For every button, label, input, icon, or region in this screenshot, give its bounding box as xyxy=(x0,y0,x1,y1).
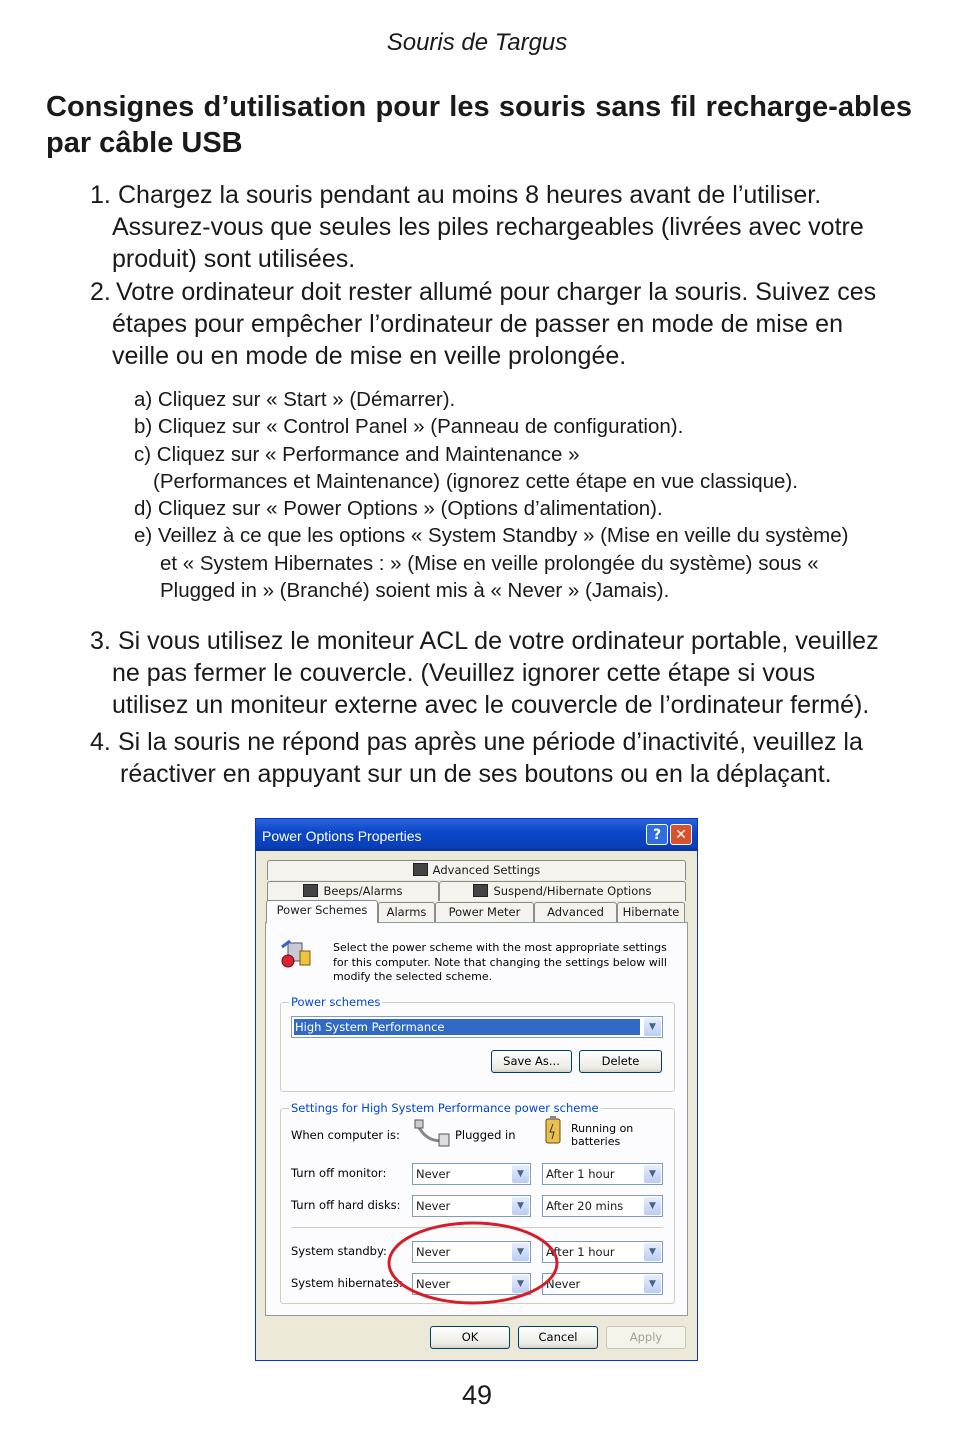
substep-c-line-1: c) Cliquez sur « Performance and Maintenance » xyxy=(134,443,580,466)
plugged-in-label: Plugged in xyxy=(455,1128,516,1142)
step-3-line-2: ne pas fermer le couvercle. (Veuillez ignorer cette étape si vous xyxy=(112,659,816,687)
power-scheme-icon xyxy=(280,937,314,971)
plug-icon xyxy=(413,1118,453,1150)
disks-plugged-select[interactable]: Never ▼ xyxy=(412,1195,531,1217)
step-1-line-2: Assurez-vous que seules les piles rechargeables (livrées avec votre xyxy=(112,213,864,241)
power-scheme-select[interactable] xyxy=(291,1016,663,1038)
substep-c-line-2: (Performances et Maintenance) (ignorez cette étape en vue classique). xyxy=(153,470,798,493)
tab-advanced-settings[interactable]: Advanced Settings xyxy=(267,860,686,880)
highlight-circle xyxy=(384,1219,564,1309)
step-3-line-3: utilisez un moniteur externe avec le couvercle de l’ordinateur fermé). xyxy=(112,691,870,719)
step-4-line-1: Si la souris ne répond pas après une période d’inactivité, veuillez la xyxy=(118,728,863,756)
chevron-down-icon: ▼ xyxy=(644,1018,661,1036)
tab-beeps-alarms[interactable]: Beeps/Alarms xyxy=(267,881,439,901)
help-button[interactable]: ? xyxy=(646,824,668,845)
power-schemes-label: Power schemes xyxy=(291,995,381,1009)
tab-advanced[interactable]: Advanced xyxy=(534,902,617,922)
substep-e-line-2: et « System Hibernates : » (Mise en veille prolongée du système) sous « xyxy=(160,552,819,575)
monitor-battery-select[interactable]: After 1 hour ▼ xyxy=(542,1163,663,1185)
standby-battery-select[interactable]: After 1 hour ▼ xyxy=(542,1241,663,1263)
substep-b: b) Cliquez sur « Control Panel » (Panneau de configuration). xyxy=(134,415,684,438)
chevron-down-icon: ▼ xyxy=(512,1197,529,1215)
chevron-down-icon: ▼ xyxy=(644,1243,661,1261)
running-on-batteries-label: Running on batteries xyxy=(571,1122,634,1148)
step-2-line-3: veille ou en mode de mise en veille prolongée. xyxy=(112,342,627,370)
tab-hibernate[interactable]: Hibernate xyxy=(617,902,685,922)
chevron-down-icon: ▼ xyxy=(512,1243,529,1261)
turn-off-hard-disks-label: Turn off hard disks: xyxy=(291,1198,401,1212)
hibernate-battery-select[interactable]: Never ▼ xyxy=(542,1273,663,1295)
save-as-button[interactable]: Save As... xyxy=(491,1050,572,1073)
step-1-number: 1. xyxy=(90,181,111,209)
step-4-line-2: réactiver en appuyant sur un de ses boutons ou en la déplaçant. xyxy=(120,760,832,788)
substep-e-line-3: Plugged in » (Branché) soient mis à « Never » (Jamais). xyxy=(160,579,670,602)
system-hibernates-label: System hibernates: xyxy=(291,1276,403,1290)
step-2-line-2: étapes pour empêcher l’ordinateur de passer en mode de mise en xyxy=(112,310,843,338)
chevron-down-icon: ▼ xyxy=(512,1165,529,1183)
chevron-down-icon: ▼ xyxy=(644,1275,661,1293)
turn-off-monitor-label: Turn off monitor: xyxy=(291,1166,387,1180)
dialog-title: Power Options Properties xyxy=(262,828,422,844)
running-header: Souris de Targus xyxy=(386,29,568,56)
computer-icon xyxy=(413,863,428,876)
substep-d: d) Cliquez sur « Power Options » (Options d’alimentation). xyxy=(134,497,663,520)
tab-alarms[interactable]: Alarms xyxy=(378,902,435,922)
substep-e-line-1: e) Veillez à ce que les options « System Standby » (Mise en veille du système) xyxy=(134,524,849,547)
chevron-down-icon: ▼ xyxy=(512,1275,529,1293)
power-options-dialog xyxy=(255,818,698,1361)
settings-label: Settings for High System Performance power scheme xyxy=(291,1101,599,1115)
tab-power-meter[interactable]: Power Meter xyxy=(435,902,534,922)
disks-battery-select[interactable]: After 20 mins ▼ xyxy=(542,1195,663,1217)
system-standby-label: System standby: xyxy=(291,1244,387,1258)
tab-power-schemes[interactable]: Power Schemes xyxy=(266,900,378,923)
step-3-line-1: Si vous utilisez le moniteur ACL de votre ordinateur portable, veuillez xyxy=(118,627,879,655)
step-2-number: 2. xyxy=(90,278,111,306)
power-scheme-value: High System Performance xyxy=(295,1020,445,1034)
monitor-plugged-select[interactable]: Never ▼ xyxy=(412,1163,531,1185)
section-title: Consignes d’utilisation pour les souris sans fil recharge-ables par câble USB xyxy=(46,91,912,159)
step-2-line-1: Votre ordinateur doit rester allumé pour charger la souris. Suivez ces xyxy=(116,278,877,306)
step-1-line-1: Chargez la souris pendant au moins 8 heures avant de l’utiliser. xyxy=(118,181,822,209)
computer-icon xyxy=(473,884,488,897)
step-3-number: 3. xyxy=(90,627,111,655)
cancel-button[interactable]: Cancel xyxy=(518,1326,598,1349)
dialog-titlebar xyxy=(256,819,697,851)
hibernate-plugged-select[interactable]: Never ▼ xyxy=(412,1273,531,1295)
apply-button[interactable]: Apply xyxy=(606,1326,686,1349)
page-number: 49 xyxy=(461,1380,493,1410)
tab-suspend-hibernate[interactable]: Suspend/Hibernate Options xyxy=(439,881,686,901)
standby-plugged-select[interactable]: Never ▼ xyxy=(412,1241,531,1263)
substep-a: a) Cliquez sur « Start » (Démarrer). xyxy=(134,388,456,411)
power-schemes-panel xyxy=(265,922,688,1316)
chevron-down-icon: ▼ xyxy=(644,1165,661,1183)
ok-button[interactable]: OK xyxy=(430,1326,510,1349)
battery-icon xyxy=(542,1115,564,1147)
step-4-number: 4. xyxy=(90,728,111,756)
close-button[interactable]: ✕ xyxy=(670,824,692,845)
step-1-line-3: produit) sont utilisées. xyxy=(112,245,356,273)
delete-button[interactable]: Delete xyxy=(579,1050,662,1073)
computer-icon xyxy=(303,884,318,897)
scheme-description: Select the power scheme with the most appropriate settings for this computer. Note that changing the settings below will modify the selected scheme. xyxy=(333,941,667,983)
when-computer-label: When computer is: xyxy=(291,1128,400,1142)
chevron-down-icon: ▼ xyxy=(644,1197,661,1215)
